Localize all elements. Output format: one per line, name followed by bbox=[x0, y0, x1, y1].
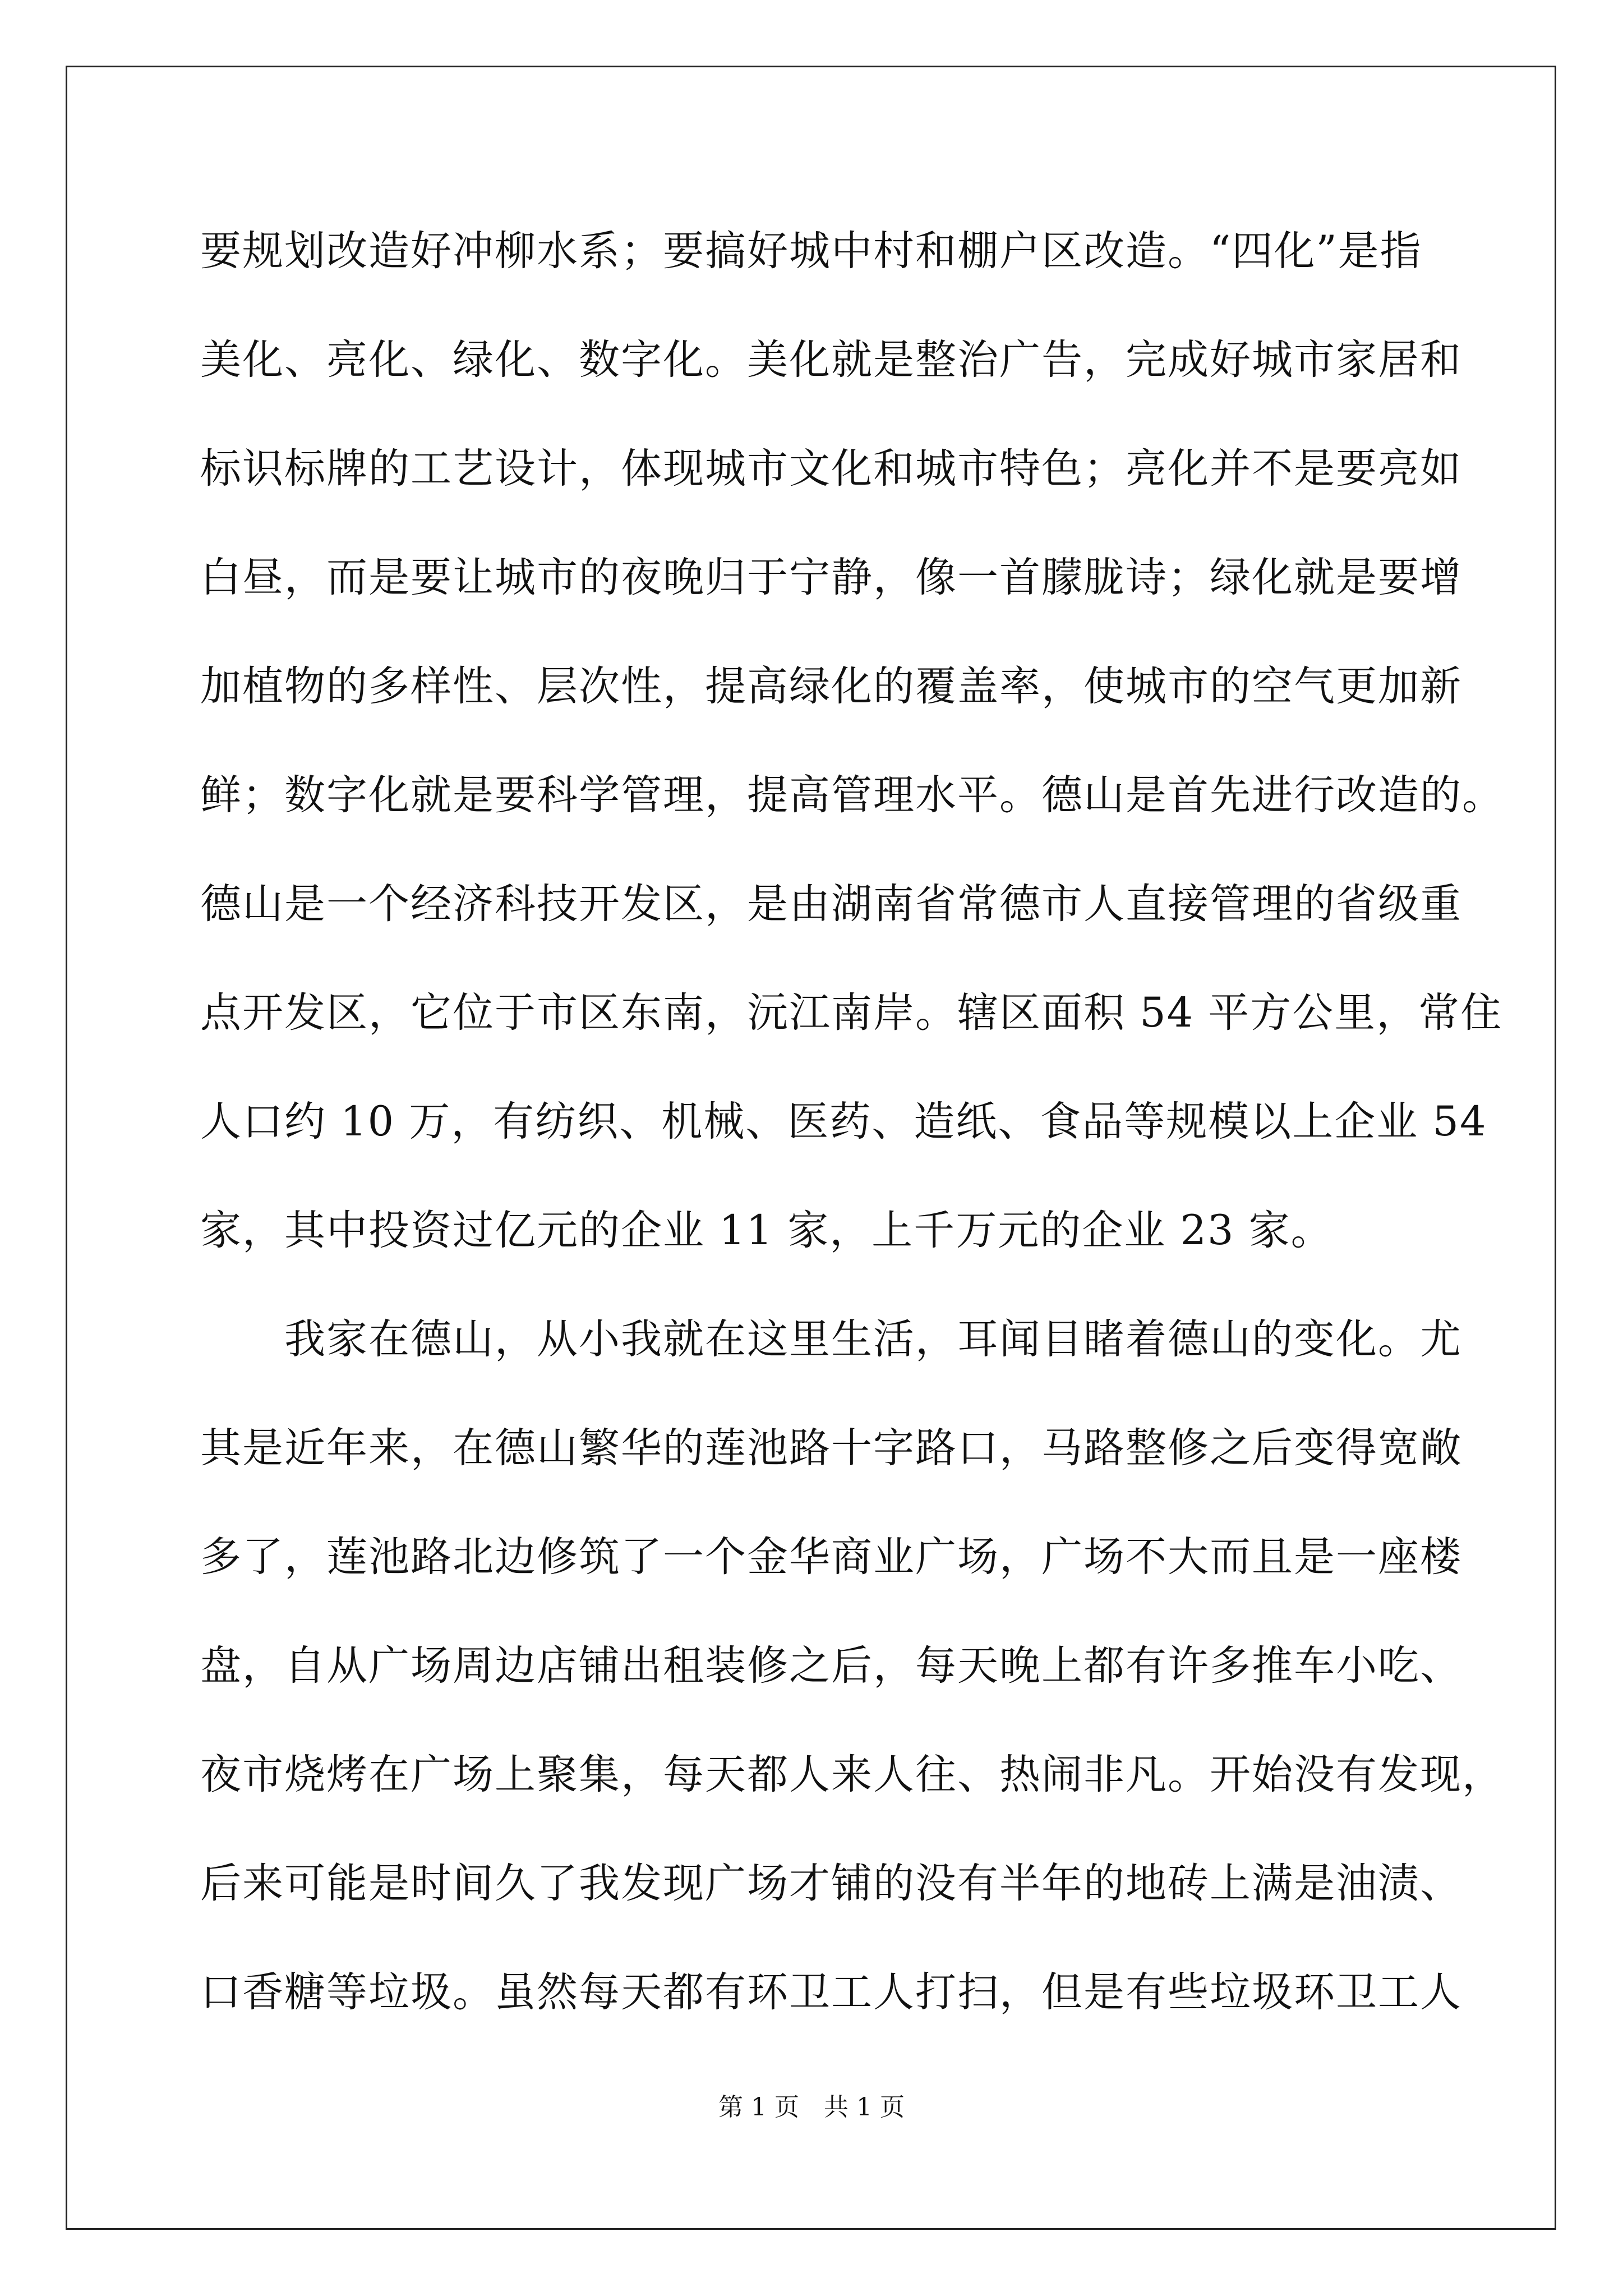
text-line: 后来可能是时间久了我发现广场才铺的没有半年的地砖上满是油渍、 bbox=[200, 1860, 1462, 1907]
page-footer: 第 1 页 共 1 页 bbox=[718, 2093, 905, 2122]
document-body bbox=[200, 223, 1504, 2073]
text-line: 口香糖等垃圾。虽然每天都有环卫工人打扫，但是有些垃圾环卫工人 bbox=[200, 1968, 1462, 2016]
text-line: 美化、亮化、绿化、数字化。美化就是整治广告，完成好城市家居和 bbox=[200, 336, 1462, 384]
text-line: 要规划改造好冲柳水系；要搞好城中村和棚户区改造。“四化”是指 bbox=[200, 227, 1422, 275]
text-line: 多了，莲池路北边修筑了一个金华商业广场，广场不大而且是一座楼 bbox=[200, 1533, 1462, 1581]
text-line: 加植物的多样性、层次性，提高绿化的覆盖率，使城市的空气更加新 bbox=[200, 662, 1462, 710]
text-line: 人口约 10 万，有纺织、机械、医药、造纸、食品等规模以上企业 54 bbox=[200, 1098, 1487, 1145]
paragraph-2 bbox=[200, 1312, 1504, 2073]
text-line: 标识标牌的工艺设计，体现城市文化和城市特色；亮化并不是要亮如 bbox=[200, 445, 1462, 493]
text-line: 夜市烧烤在广场上聚集，每天都人来人往、热闹非凡。开始没有发现， bbox=[200, 1751, 1504, 1798]
text-line: 鲜；数字化就是要科学管理，提高管理水平。德山是首先进行改造的。 bbox=[200, 771, 1504, 819]
text-line: 我家在德山，从小我就在这里生活，耳闻目睹着德山的变化。尤 bbox=[284, 1315, 1462, 1363]
text-line: 盘，自从广场周边店铺出租装修之后，每天晚上都有许多推车小吃、 bbox=[200, 1642, 1462, 1690]
text-line: 家，其中投资过亿元的企业 11 家，上千万元的企业 23 家。 bbox=[200, 1207, 1333, 1254]
text-line: 德山是一个经济科技开发区，是由湖南省常德市人直接管理的省级重 bbox=[200, 880, 1462, 928]
text-line: 白昼，而是要让城市的夜晚归于宁静，像一首朦胧诗；绿化就是要增 bbox=[200, 554, 1462, 601]
text-line: 点开发区，它位于市区东南，沅江南岸。辖区面积 54 平方公里，常住 bbox=[200, 989, 1503, 1037]
paragraph-1 bbox=[200, 223, 1504, 1312]
text-line: 其是近年来，在德山繁华的莲池路十字路口，马路整修之后变得宽敞 bbox=[200, 1424, 1462, 1472]
